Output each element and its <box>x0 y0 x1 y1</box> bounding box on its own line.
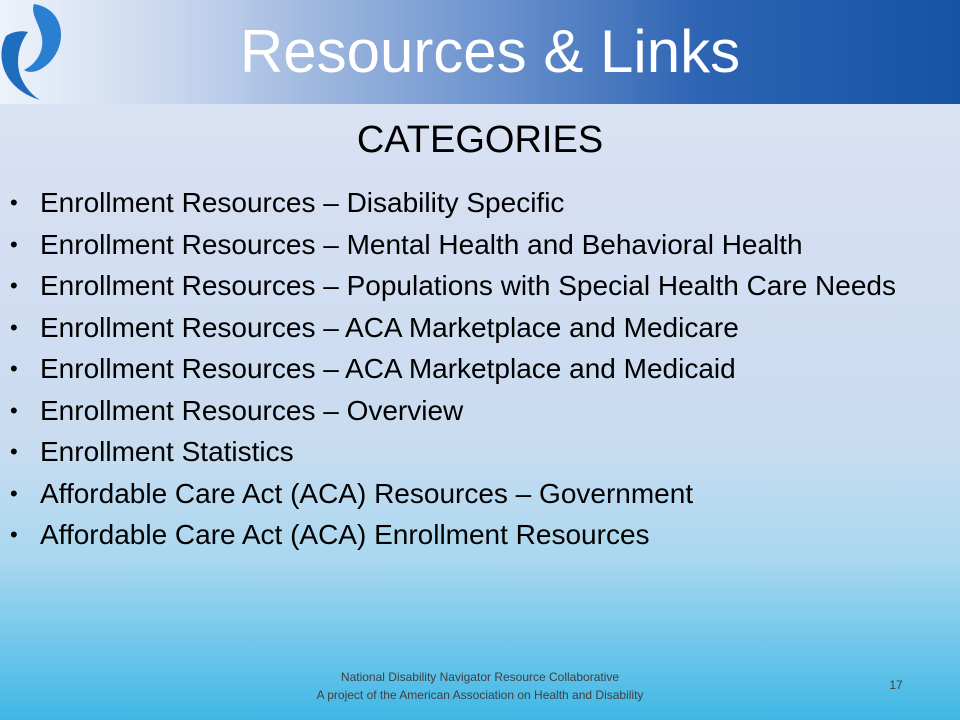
collaborative-logo-icon <box>0 0 72 104</box>
list-item-text: Enrollment Resources – Disability Specific <box>40 187 565 218</box>
footer <box>220 668 740 704</box>
list-item-text: Enrollment Resources – Populations with Special Health Care Needs <box>40 270 896 301</box>
bullet-dot-icon: • <box>10 273 18 298</box>
list-item-text: Enrollment Statistics <box>40 436 294 467</box>
bullet-dot-icon: • <box>10 314 18 340</box>
list-item <box>0 307 960 349</box>
bullet-dot-icon: • <box>10 356 18 381</box>
list-item-text: Enrollment Resources – ACA Marketplace and Medicare <box>40 311 739 343</box>
list-item-text: Affordable Care Act (ACA) Resources – Government <box>40 477 694 509</box>
list-item-text: Enrollment Resources – Mental Health and Behavioral Health <box>40 228 803 260</box>
list-item-text: Enrollment Resources – Overview <box>40 394 464 426</box>
list-item <box>0 473 960 515</box>
bullet-dot-icon: • <box>10 190 18 215</box>
page-number: 17 <box>889 678 903 692</box>
list-item-text: Affordable Care Act (ACA) Enrollment Resources <box>40 519 650 550</box>
bullet-dot-icon: • <box>10 480 18 506</box>
categories-heading: CATEGORIES <box>356 119 604 161</box>
list-item <box>0 348 960 390</box>
bullet-dot-icon: • <box>10 397 18 423</box>
slide-title: Resources & Links <box>239 18 741 85</box>
footer-line-1: National Disability Navigator Resource Collaborative <box>340 670 620 684</box>
list-item <box>0 390 960 432</box>
bullet-dot-icon: • <box>10 231 18 257</box>
bullet-dot-icon: • <box>10 522 18 547</box>
list-item <box>0 431 960 473</box>
categories-list <box>0 182 960 556</box>
list-item <box>0 224 960 266</box>
list-item <box>0 265 960 307</box>
title-bar <box>0 0 960 104</box>
footer-line-2: A project of the American Association on Health and Disability <box>316 688 644 702</box>
bullet-dot-icon: • <box>10 439 18 464</box>
list-item <box>0 182 960 224</box>
list-item <box>0 514 960 556</box>
list-item-text: Enrollment Resources – ACA Marketplace and Medicaid <box>40 353 736 384</box>
